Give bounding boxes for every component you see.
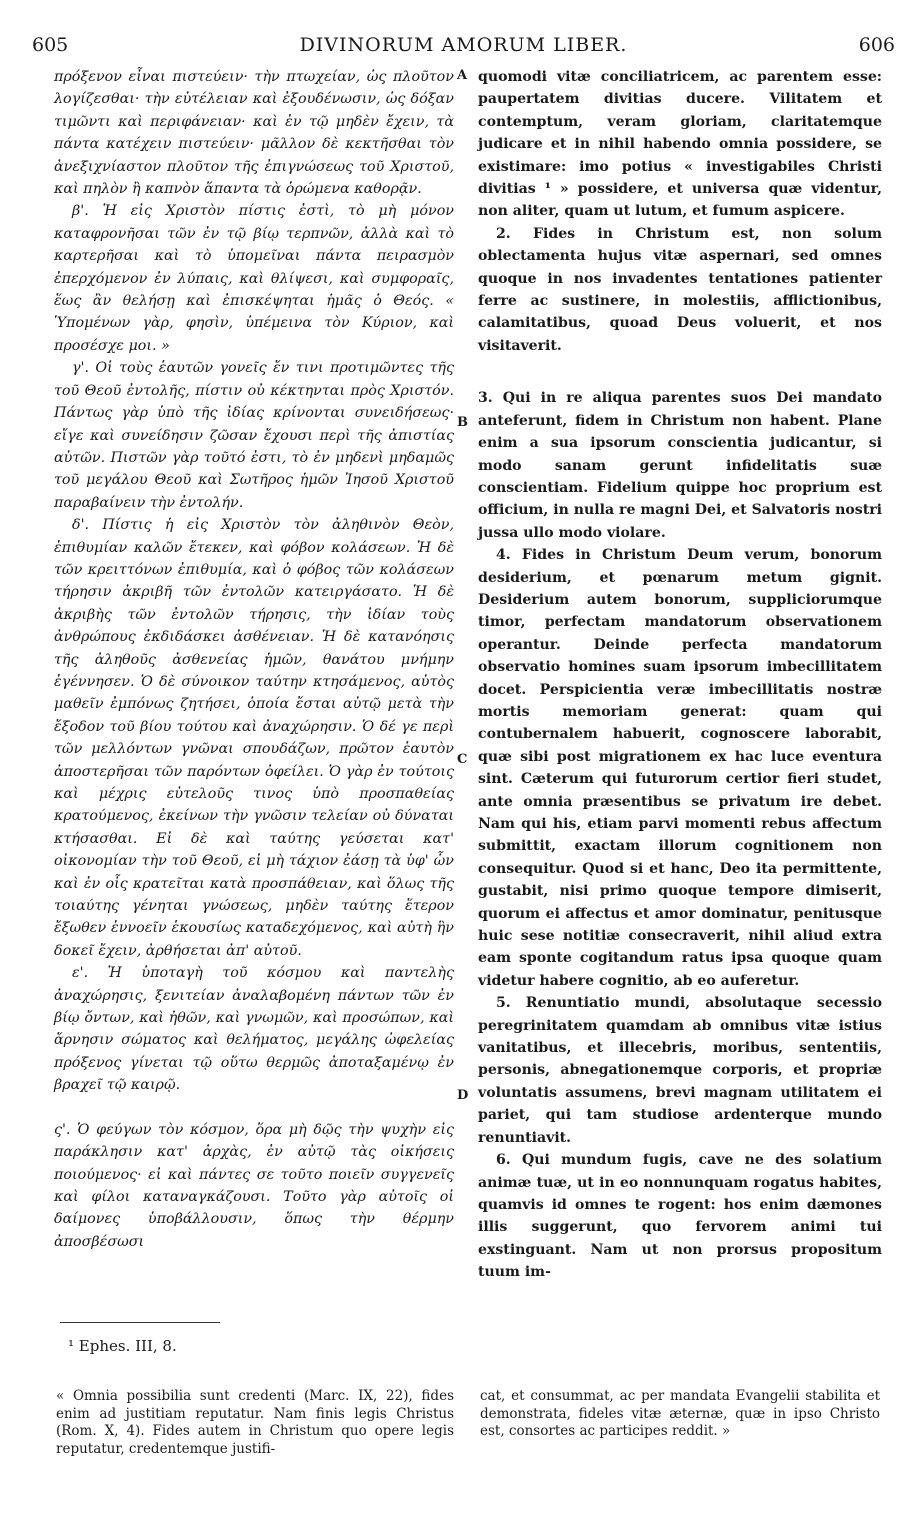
latin-paragraph-3: 3. Qui in re aliqua parentes suos Dei mandato anteferunt, fidem in Christum non habent. Plane enim a sua ipsorum conscientia judicantur, si modo sanam gerunt infidelitatis suæ conscientiam. Fidelium quippe hoc proprium est officium, in nulla re magni Dei, et Salvatoris nostri jussa ullo modo violare. <box>478 390 882 541</box>
left-page-number: 605 <box>32 34 69 56</box>
greek-paragraph-2: β'. Ἡ εἰς Χριστὸν πίστις ἐστὶ, τὸ μὴ μόνον καταφρονῆσαι τῶν ἐν τῷ βίῳ τερπνῶν, ἀλλὰ καὶ τὸ καρτερῆσαι καὶ τὸ ὑπομεῖναι πάντα πειρασμὸν ἐπερχόμενον ἐν λύπαις, καὶ θλίψεσι, καὶ συμφοραῖς, ἕως ἂν θελήσῃ καὶ ἐπισκέψηται ἡμᾶς ὁ Θεός. « Ὑπομένων γὰρ, φησὶν, ὑπέμεινα τὸν Κύριον, καὶ προσέσχε μοι. » <box>54 203 454 354</box>
latin-paragraph-2: 2. Fides in Christum est, non solum oblectamenta hujus vitæ aspernari, sed omnes quoque in nos invadentes tentationes patienter ferre ac sustinere, in molestiis, afflictionibus, calamitatibus, quoad Deus voluerit, et nos visitaverit. <box>478 225 882 354</box>
latin-paragraph-6: 6. Qui mundum fugis, cave ne des solatium animæ tuæ, ut in eo nonnunquam rogatus habites, quamvis id omnes te rogent: hos enim dæmones illis suggerunt, quo fervorem animi tui exstinguant. Nam ut non prorsus propositum tuum im- <box>478 1152 882 1281</box>
latin-column <box>478 66 882 1284</box>
margin-marker-c: C <box>457 752 468 767</box>
right-page-number: 606 <box>858 34 895 56</box>
margin-marker-a: A <box>457 68 468 83</box>
footnote: ¹ Ephes. III, 8. <box>68 1337 177 1355</box>
margin-marker-b: B <box>457 415 468 430</box>
greek-paragraph-4: δ'. Πίστις ἡ εἰς Χριστὸν τὸν ἀληθινὸν Θεὸν, ἐπιθυμίαν καλῶν ἔτεκεν, καὶ φόβον κολάσεων. Ἡ δὲ τῶν κρειττόνων ἐπιθυμία, καὶ ὁ φόβος τῶν κολάσεων τήρησιν ἀκριβῆ τῶν ἐντολῶν κατειργάσατο. Ἡ δὲ ἀκριβὴς τῶν ἐντολῶν τήρησις, τὴν ἰδίαν τοὺς ἀνθρώπους ἐκδιδάσκει ἀσθένειαν. Ἡ δὲ κατανόησις τῆς ἀληθοῦς ἀσθενείας ἡμῶν, θανάτου μνήμην ἐγέννησεν. Ὁ δὲ σύνοικον ταύτην κτησάμενος, αὐτὸς μαθεῖν ἐμπόνως ζητήσει, ὁποία ἔσται αὐτῷ μετὰ τὴν ἔξοδον τοῦ βίου τούτου καὶ ἀναχώρησιν. Ὁ δέ γε περὶ τῶν μελλόντων γνῶναι σπουδάζων, πρῶτον ἑαυτὸν ἀποστερῆσαι τῶν παρόντων ὀφείλει. Ὁ γὰρ ἐν τούτοις καὶ μέχρις εὐτελοῦς τινος ὑπὸ προσπαθείας κρατούμενος, ἐκείνων τὴν γνῶσιν τελείαν οὐ δύναται κτήσασθαι. Εἰ δὲ καὶ ταύτης γεύσεται κατ' οἰκονομίαν τὴν τοῦ Θεοῦ, εἰ μὴ τάχιον ἐάσῃ τὰ ὑφ' ὧν καὶ ἐν οἷς κρατεῖται κατὰ προσπάθειαν, καὶ ὅλως τῆς τοιαύτης γένηται γνώσεως, μηδὲν ταύτης ἕτερον ἔξωθεν ἐννοεῖν ἑκουσίως καταδεχόμενος, καὶ αὐτὴ ἣν δοκεῖ ἔχειν, ἀρθήσεται ἀπ' αὐτοῦ. <box>54 517 454 959</box>
greek-paragraph-6: ς'. Ὁ φεύγων τὸν κόσμον, ὅρα μὴ δῷς τὴν ψυχὴν εἰς παράκλησιν κατ' ἀρχὰς, ἐν αὐτῷ τὰς οἰκήσεις ποιούμενος· εἰ καὶ πάντες σε τοῦτο ποιεῖν συγγενεῖς καὶ φίλοι καταναγκάζουσι. Τοῦτο γὰρ αὐτοῖς οἱ δαίμονες ὑποβάλλουσιν, ὅπως τὴν θέρμην ἀποσβέσωσι <box>54 1121 454 1250</box>
margin-marker-d: D <box>457 1088 469 1103</box>
latin-paragraph-5: 5. Renuntiatio mundi, absolutaque secessio peregrinitatem quamdam ab omnibus vitæ istius vanitatibus, et illecebris, moribus, sententiis, personis, abnegationemque corporis, et propriæ voluntatis assumens, brevi magnam utilitatem ei pariet, qui tam studiose ardenterque mundo renuntiavit. <box>478 995 882 1146</box>
greek-paragraph-1: πρόξενον εἶναι πιστεύειν· τὴν πτωχείαν, ὡς πλοῦτον λογίζεσθαι· τὴν εὐτέλειαν καὶ ἐξουδένωσιν, ὡς δόξαν τιμῶντι καὶ περιφάνειαν· καὶ ἐν τῷ μηδὲν ἔχειν, τὰ πάντα κατέχειν πιστεύειν· μᾶλλον δὲ κεκτῆσθαι τὸν ἀνεξιχνίαστον πλοῦτον τῆς ἐπιγνώσεως τοῦ Χριστοῦ, καὶ πηλὸν ἢ καπνὸν ἅπαντα τὰ ὁρώμενα καθορᾷν. <box>54 69 454 198</box>
running-title: DIVINORUM AMORUM LIBER. <box>299 34 628 56</box>
bottom-note-right: cat, et consummat, ac per mandata Evangelii stabilita et demonstrata, fideles vitæ æternæ, quæ in ipso Christo est, consortes ac participes reddit. » <box>480 1388 880 1440</box>
bottom-note-left: « Omnia possibilia sunt credenti (Marc. IX, 22), fides enim ad justitiam reputatur. Nam finis legis Christus (Rom. X, 4). Fides autem in Christum quo opere legis reputatur, credentemque justifi- <box>56 1388 454 1457</box>
greek-paragraph-5: ε'. Ἡ ὑποταγὴ τοῦ κόσμου καὶ παντελὴς ἀναχώρησις, ξενιτείαν ἀναλαβομένη πάντων τῶν ἐν βίῳ ὄντων, καὶ ἠθῶν, καὶ γνωμῶν, καὶ προσώπων, καὶ ἄρνησιν σώματος καὶ θελήματος, μεγάλης ὠφελείας πρόξενος γίνεται τῷ οὕτω θερμῶς ἀποταξαμένῳ ἐν βραχεῖ τῷ καιρῷ. <box>54 965 454 1094</box>
page-header <box>32 34 895 60</box>
greek-column <box>54 66 454 1253</box>
footnote-rule <box>60 1322 220 1323</box>
latin-paragraph-4: 4. Fides in Christum Deum verum, bonorum desiderium, et pœnarum metum gignit. Desiderium autem bonorum, suppliciorumque timor, perfectam mandatorum observationem operantur. Deinde perfecta mandatorum observatio homines suam ipsorum imbecillitatem docet. Perspicientia veræ imbecillitatis nostræ mortis memoriam generat: quam qui contubernalem habuerit, cognoscere laborabit, quæ sibi post migrationem ex hac luce eventura sint. Cæterum qui futurorum certior fieri studet, ante omnia præsentibus se privatum ire debet. Nam qui his, etiam parvi momenti rebus affectum submittit, exactam illorum cognitionem non consequitur. Quod si et hanc, Deo ita permittente, gustabit, nisi primo quoque tempore dimiserit, quorum ei affectus et amor dominatur, penitusque huic sese notitiæ consecraverit, nihil aliud extra eam sponte cogitandum ratus ipsa quoque quam videtur habere cognitio, ab eo auferetur. <box>478 547 882 989</box>
greek-paragraph-3: γ'. Οἱ τοὺς ἑαυτῶν γονεῖς ἔν τινι προτιμῶντες τῆς τοῦ Θεοῦ ἐντολῆς, πίστιν οὐ κέκτηνται πρὸς Χριστόν. Πάντως γὰρ ὑπὸ τῆς ἰδίας κρίνονται συνειδήσεως· εἴγε καὶ συνείδησιν ζῶσαν ἔχουσι περὶ τῆς ἀπιστίας αὐτῶν. Πιστῶν γὰρ τοῦτό ἐστι, τὸ ἐν μηδενὶ μηδαμῶς τοῦ μεγάλου Θεοῦ καὶ Σωτῆρος ἡμῶν Ἰησοῦ Χριστοῦ παραβαίνειν τὴν ἐντολήν. <box>54 360 454 511</box>
latin-paragraph-1: quomodi vitæ conciliatricem, ac parentem esse: paupertatem divitias ducere. Vilitatem et contemptum, veram gloriam, claritatemque judicare et in nihil habendo omnia possidere, se existimare: imo potius « investigabiles Christi divitias ¹ » possidere, et universa quæ videntur, non aliter, quam ut lutum, et fumum aspicere. <box>478 69 882 220</box>
